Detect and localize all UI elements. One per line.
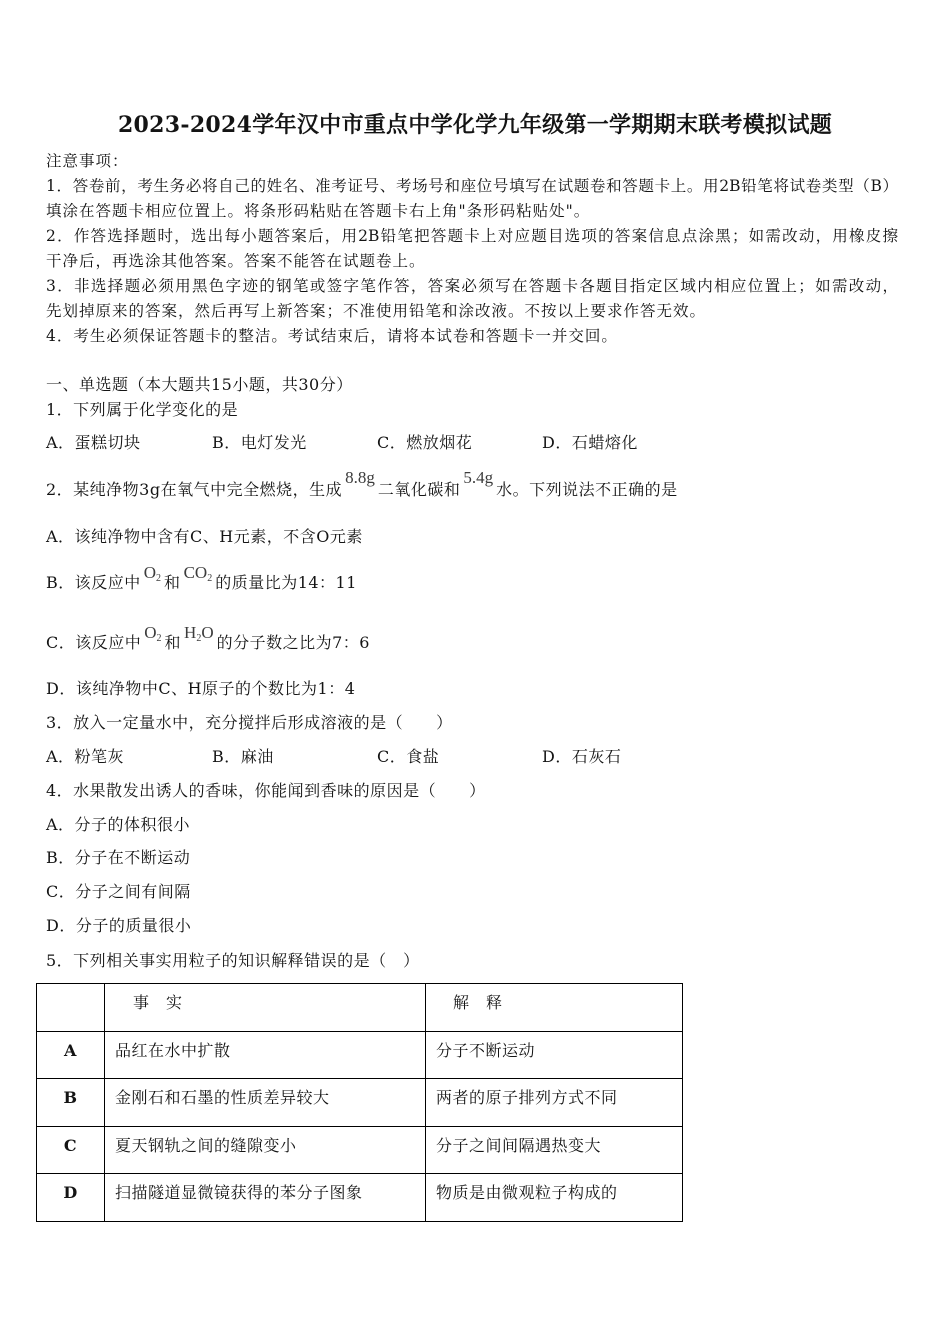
question-2-stem-before: 2．某纯净物3g在氧气中完全燃烧，生成 — [46, 480, 343, 499]
question-4-option-a: A．分子的体积很小 — [46, 815, 191, 834]
table-row — [37, 1174, 683, 1222]
notice-line-3: 2．作答选择题时，选出每小题答案后，用2B铅笔把答题卡上对应题目选项的答案信息点涂黑；如需改动，用橡皮擦 — [46, 227, 898, 245]
question-2-option-d: D．该纯净物中C、H原子的个数比为1：4 — [46, 679, 356, 698]
notice-line-6: 先划掉原来的答案，然后再写上新答案；不准使用铅笔和涂改液。不按以上要求作答无效。 — [46, 302, 707, 320]
option-c-before: C．该反应中 — [46, 633, 142, 652]
question-4-stem: 4．水果散发出诱人的香味，你能闻到香味的原因是（ ） — [46, 781, 486, 800]
table-row-explanation: 物质是由微观粒子构成的 — [426, 1174, 683, 1222]
table-row-label: D — [37, 1174, 105, 1222]
notice-line-5: 3．非选择题必须用黑色字迹的钢笔或签字笔作答，答案必须写在答题卡各题目指定区域内相应位置上；如需改动， — [46, 277, 898, 295]
question-2-stem-after: 水。下列说法不正确的是 — [496, 480, 678, 499]
question-3-option-a: A．粉笔灰 — [46, 747, 125, 766]
section-heading: 一、单选题（本大题共15小题，共30分） — [46, 375, 353, 394]
table-row-label: B — [37, 1079, 105, 1127]
h2o-formula-main-2: O — [201, 623, 214, 642]
table-row — [37, 1126, 683, 1174]
notice-line-4: 干净后，再选涂其他答案。答案不能答在试题卷上。 — [46, 252, 426, 270]
h2o-formula-sub: 2 — [196, 633, 202, 644]
co2-formula — [184, 563, 213, 583]
table-row-fact: 金刚石和石墨的性质差异较大 — [105, 1079, 426, 1127]
co2-formula-main: CO — [183, 563, 208, 582]
question-1-option-a: A．蛋糕切块 — [46, 433, 141, 452]
mass-h2o-formula: 5.4g — [463, 468, 494, 487]
question-1-stem: 1．下列属于化学变化的是 — [46, 400, 239, 419]
o2-formula-main: O — [143, 563, 157, 582]
question-3-options — [46, 747, 766, 767]
option-b-join: 和 — [164, 573, 181, 592]
table-header-row — [37, 984, 683, 1032]
question-1-options — [46, 433, 766, 453]
o2-formula-main: O — [144, 623, 157, 642]
o2-formula-sub: 2 — [156, 573, 162, 584]
question-1-option-b: B．电灯发光 — [212, 433, 307, 452]
h2o-formula-main-1: H — [184, 623, 197, 642]
table-row-label: A — [37, 1031, 105, 1079]
option-c-after: 的分子数之比为7：6 — [216, 633, 370, 652]
question-5-stem: 5．下列相关事实用粒子的知识解释错误的是（ ） — [46, 951, 420, 970]
h2o-formula — [184, 623, 214, 643]
question-4-option-b: B．分子在不断运动 — [46, 848, 191, 867]
question-4-option-c: C．分子之间有间隔 — [46, 882, 191, 901]
table-header-fact: 事 实 — [105, 984, 426, 1032]
table-row-explanation: 分子之间间隔遇热变大 — [426, 1126, 683, 1174]
question-2-stem — [46, 468, 678, 500]
exam-title: 2023-2024学年汉中市重点中学化学九年级第一学期期末联考模拟试题 — [117, 112, 833, 138]
table-header-empty — [37, 984, 105, 1032]
o2-formula — [144, 563, 161, 583]
question-3-option-c: C．食盐 — [377, 747, 440, 766]
option-b-before: B．该反应中 — [46, 573, 141, 592]
table-row-explanation: 两者的原子排列方式不同 — [426, 1079, 683, 1127]
table-row — [37, 1031, 683, 1079]
question-2-option-c — [46, 623, 370, 653]
co2-formula-sub: 2 — [207, 573, 213, 584]
notice-line-2: 填涂在答题卡相应位置上。将条形码粘贴在答题卡右上角"条形码粘贴处"。 — [46, 202, 591, 220]
table-row-fact: 夏天钢轨之间的缝隙变小 — [105, 1126, 426, 1174]
question-4-option-d: D．分子的质量很小 — [46, 916, 192, 935]
question-3-stem: 3．放入一定量水中，充分搅拌后形成溶液的是（ ） — [46, 713, 453, 732]
mass-co2-formula: 8.8g — [345, 468, 375, 487]
option-b-after: 的质量比为14：11 — [215, 573, 357, 592]
option-c-join: 和 — [164, 633, 182, 652]
table-row-label: C — [37, 1126, 105, 1174]
question-2-option-b — [46, 563, 357, 593]
table-row — [37, 1079, 683, 1127]
notice-heading: 注意事项： — [46, 152, 129, 170]
question-3-option-d: D．石灰石 — [542, 747, 622, 766]
notice-line-1: 1．答卷前，考生务必将自己的姓名、准考证号、考场号和座位号填写在试题卷和答题卡上。用2B铅笔将试卷类型（B） — [46, 177, 898, 195]
question-2-option-a: A．该纯净物中含有C、H元素，不含O元素 — [46, 527, 363, 546]
question-1-option-d: D．石蜡熔化 — [542, 433, 638, 452]
table-header-explanation: 解 释 — [426, 984, 683, 1032]
table-row-fact: 扫描隧道显微镜获得的苯分子图象 — [105, 1174, 426, 1222]
table-row-explanation: 分子不断运动 — [426, 1031, 683, 1079]
notice-line-7: 4．考生必须保证答题卡的整洁。考试结束后，请将本试卷和答题卡一并交回。 — [46, 327, 618, 345]
o2-formula-sub: 2 — [156, 633, 162, 644]
question-1-option-c: C．燃放烟花 — [377, 433, 473, 452]
question-3-option-b: B．麻油 — [212, 747, 274, 766]
fact-explanation-table — [36, 983, 683, 1222]
o2-formula — [144, 623, 161, 643]
question-2-stem-middle: 二氧化碳和 — [377, 480, 461, 499]
table-row-fact: 品红在水中扩散 — [105, 1031, 426, 1079]
